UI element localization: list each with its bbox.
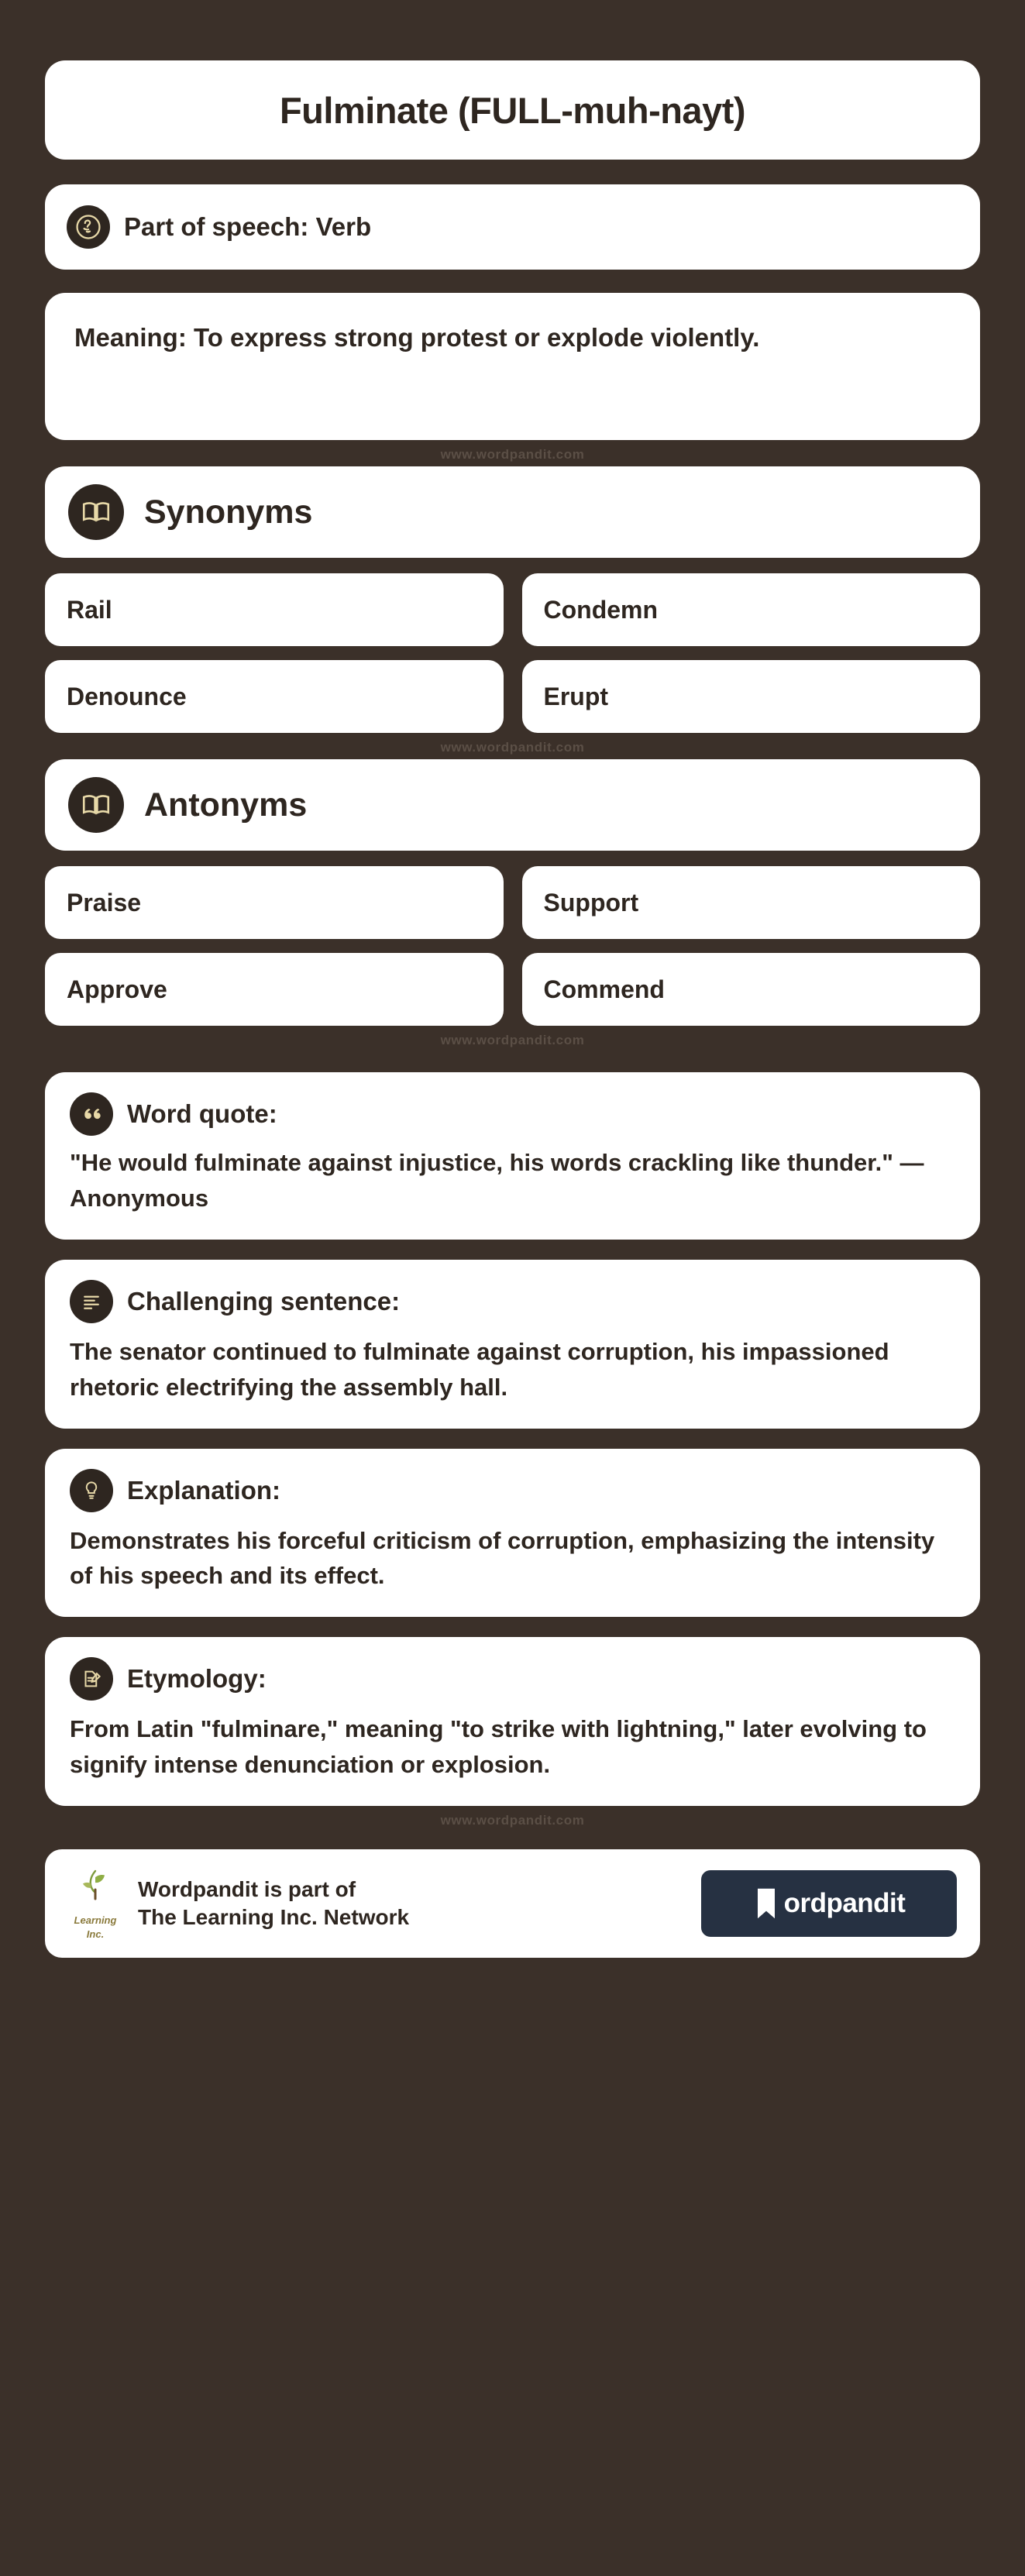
etymology-card xyxy=(45,1637,980,1806)
word-quote-header xyxy=(70,1092,955,1136)
watermark-1: www.wordpandit.com xyxy=(440,447,585,462)
learning-inc-logo xyxy=(68,1866,122,1941)
book-icon xyxy=(68,484,124,540)
synonym-item: Condemn xyxy=(522,573,981,646)
etymology-text: From Latin "fulminare," meaning "to strike with lightning," later evolving to signify intense denunciation or explosion. xyxy=(70,1715,927,1779)
antonyms-heading: Antonyms xyxy=(144,786,308,824)
word-quote-card xyxy=(45,1072,980,1240)
word-quote-label: Word quote: xyxy=(127,1099,277,1128)
antonyms-grid xyxy=(45,866,980,1026)
meaning-card xyxy=(45,293,980,440)
antonyms-header xyxy=(45,759,980,851)
etymology-label: Etymology: xyxy=(127,1664,267,1694)
synonym-item: Rail xyxy=(45,573,504,646)
antonym-item: Commend xyxy=(522,953,981,1026)
watermark-4: www.wordpandit.com xyxy=(440,1813,585,1828)
bookmark-icon xyxy=(753,1886,779,1921)
word-title-card xyxy=(45,60,980,160)
learning-inc-caption: Learning Inc. xyxy=(74,1914,117,1940)
explanation-label: Explanation: xyxy=(127,1475,281,1505)
synonyms-heading: Synonyms xyxy=(144,493,313,531)
watermark-3: www.wordpandit.com xyxy=(440,1033,585,1047)
footer-text xyxy=(138,1876,409,1931)
wordpandit-logo xyxy=(701,1870,957,1937)
antonym-item: Approve xyxy=(45,953,504,1026)
pencil-note-icon xyxy=(70,1657,113,1701)
antonym-item: Praise xyxy=(45,866,504,939)
watermark-2: www.wordpandit.com xyxy=(440,740,585,755)
footer-left xyxy=(68,1866,409,1941)
antonym-item: Support xyxy=(522,866,981,939)
synonyms-grid xyxy=(45,573,980,733)
synonyms-header xyxy=(45,466,980,558)
word-quote-text: "He would fulminate against injustice, his words crackling like thunder." — Anonymous xyxy=(70,1149,924,1212)
footer-card xyxy=(45,1849,980,1958)
footer-line-1: Wordpandit is part of xyxy=(138,1877,356,1902)
synonym-item: Erupt xyxy=(522,660,981,733)
challenging-sentence-label: Challenging sentence: xyxy=(127,1286,401,1316)
text-lines-icon xyxy=(70,1280,113,1323)
quote-icon xyxy=(70,1092,113,1136)
explanation-card xyxy=(45,1449,980,1618)
challenging-sentence-text: The senator continued to fulminate against corruption, his impassioned rhetoric electrifying the assembly hall. xyxy=(70,1337,889,1401)
lightbulb-icon xyxy=(70,1469,113,1512)
wordpandit-logo-text: ordpandit xyxy=(783,1888,906,1918)
footer-line-2: The Learning Inc. Network xyxy=(138,1905,410,1929)
speech-icon xyxy=(67,205,110,249)
challenging-sentence-header xyxy=(70,1280,955,1323)
book-icon xyxy=(68,777,124,833)
part-of-speech-card xyxy=(45,184,980,270)
synonym-item: Denounce xyxy=(45,660,504,733)
challenging-sentence-card xyxy=(45,1260,980,1429)
explanation-text: Demonstrates his forceful criticism of corruption, emphasizing the intensity of his speech and its effect. xyxy=(70,1526,935,1590)
etymology-header xyxy=(70,1657,955,1701)
page-title: Fulminate (FULL-muh-nayt) xyxy=(279,89,746,131)
explanation-header xyxy=(70,1469,955,1512)
meaning-text: Meaning: To express strong protest or explode violently. xyxy=(74,323,760,352)
part-of-speech-label: Part of speech: Verb xyxy=(124,212,372,241)
